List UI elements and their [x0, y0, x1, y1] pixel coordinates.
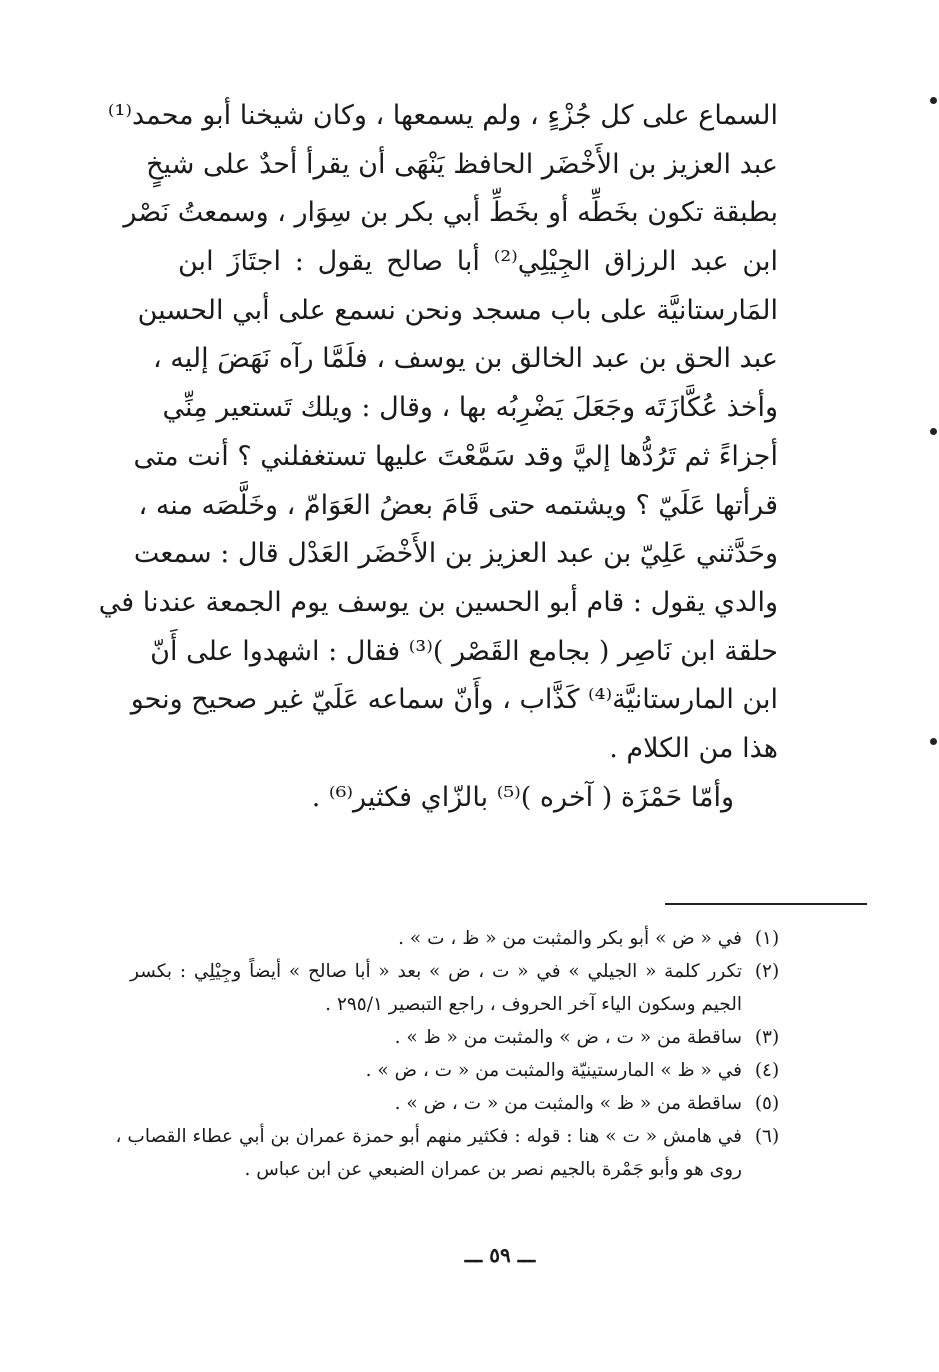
text-line: ابن عبد الرزاق الجِيْلِي⁽²⁾ أبا صالح يقول : اجتَازَ ابن	[178, 246, 778, 278]
main-text-block	[98, 92, 778, 822]
text-line: ابن المارستانيَّة⁽⁴⁾ كَذَّاب ، وأَنّ سماعه عَلَيّ غير صحيح ونحو	[130, 684, 778, 716]
text-line: هذا من الكلام .	[609, 732, 778, 764]
footnote-1	[130, 922, 792, 955]
footnote-text: تكرر كلمة « الجيلي » في « ت ، ض » بعد « أبا صالح » أيضاً وجِيْلِي : بكسر	[130, 961, 742, 982]
margin-dot-top	[930, 97, 937, 104]
footnote-text: في هامش « ت » هنا : قوله : فكثير منهم أبو حمزة عمران بن أبي عطاء القصاب ،	[115, 1126, 742, 1147]
text-line: وأخذ عُكَّازَتَه وجَعَلَ يَضْرِبُه بها ، وقال : ويلك تَستعير مِنِّي	[162, 392, 778, 424]
last-paragraph: وأمّا حَمْزَة ( آخره )⁽⁵⁾ بالزّاي فكثير⁽⁶⁾ .	[311, 781, 734, 813]
text-line: المَارستانيَّة على باب مسجد ونحن نسمع على أبي الحسين	[137, 294, 778, 326]
footnote-5	[130, 1087, 792, 1120]
text-line: عبد العزيز بن الأَخْضَر الحافظ يَنْهَى أن يقرأ أحدٌ على شيخٍ	[146, 148, 778, 180]
footnote-separator	[665, 903, 867, 905]
text-line: بطبقة تكون بخَطِّه أو بخَطِّ أبي بكر بن سِوَار ، وسمعتُ نَصْر	[123, 197, 778, 229]
footnote-4	[130, 1054, 792, 1087]
footnote-number: (٦)	[754, 1126, 780, 1147]
text-line: السماع على كل جُزْءٍ ، ولم يسمعها ، وكان شيخنا أبو محمد⁽¹⁾	[107, 100, 778, 131]
text-line: والدي يقول : قام أبو الحسين بن يوسف يوم الجمعة عندنا في	[98, 586, 778, 618]
footnote-text: ساقطة من « ت ، ض » والمثبت من « ظ » .	[394, 1027, 742, 1048]
margin-dot-lower	[930, 738, 937, 745]
footnote-text: ساقطة من « ظ » والمثبت من « ت ، ض » .	[394, 1093, 742, 1114]
footnote-number: (٢)	[754, 961, 780, 982]
footnote-number: (٣)	[754, 1027, 780, 1048]
footnote-text: في « ظ » المارستينيّة والمثبت من « ت ، ض » .	[365, 1060, 742, 1081]
text-line: أجزاءً ثم تَرُدُّها إليَّ وقد سَمَّعْتَ عليها تستغفلني ؟ أنت متى	[133, 440, 778, 472]
text-line: قرأتها عَلَيّ ؟ ويشتمه حتى قَامَ بعضُ العَوَامّ ، وخَلَّصَه منه ،	[138, 489, 778, 521]
text-line: عبد الحق بن عبد الخالق بن يوسف ، فلَمَّا رآه نَهَضَ إليه ،	[152, 343, 778, 375]
footnote-3	[130, 1021, 792, 1054]
margin-dot-middle	[930, 428, 937, 435]
text-line: حلقة ابن نَاصِر ( بجامع القَصْر )⁽³⁾ فقال : اشهدوا على أَنّ	[150, 635, 778, 667]
footnote-6	[115, 1120, 792, 1186]
footnote-text: روى هو وأبو جَمْرة بالجيم نصر بن عمران الضبعي عن ابن عباس .	[244, 1159, 742, 1180]
footnotes-section	[115, 922, 792, 1186]
footnote-text: الجيم وسكون الياء آخر الحروف ، راجع التبصير ٢٩٥/١ .	[325, 994, 742, 1015]
footnote-2	[130, 955, 792, 1021]
footnote-number: (٤)	[754, 1060, 780, 1081]
page-number: ـــ ٥٩ ـــ	[464, 1243, 536, 1267]
footnote-number: (٥)	[754, 1093, 780, 1114]
text-line: وحَدَّثني عَلِيّ بن عبد العزيز بن الأَخْضَر العَدْل قال : سمعت	[133, 538, 778, 570]
footnote-text: في « ض » أبو بكر والمثبت من « ظ ، ت » .	[398, 928, 742, 949]
footnote-number: (١)	[754, 928, 780, 949]
